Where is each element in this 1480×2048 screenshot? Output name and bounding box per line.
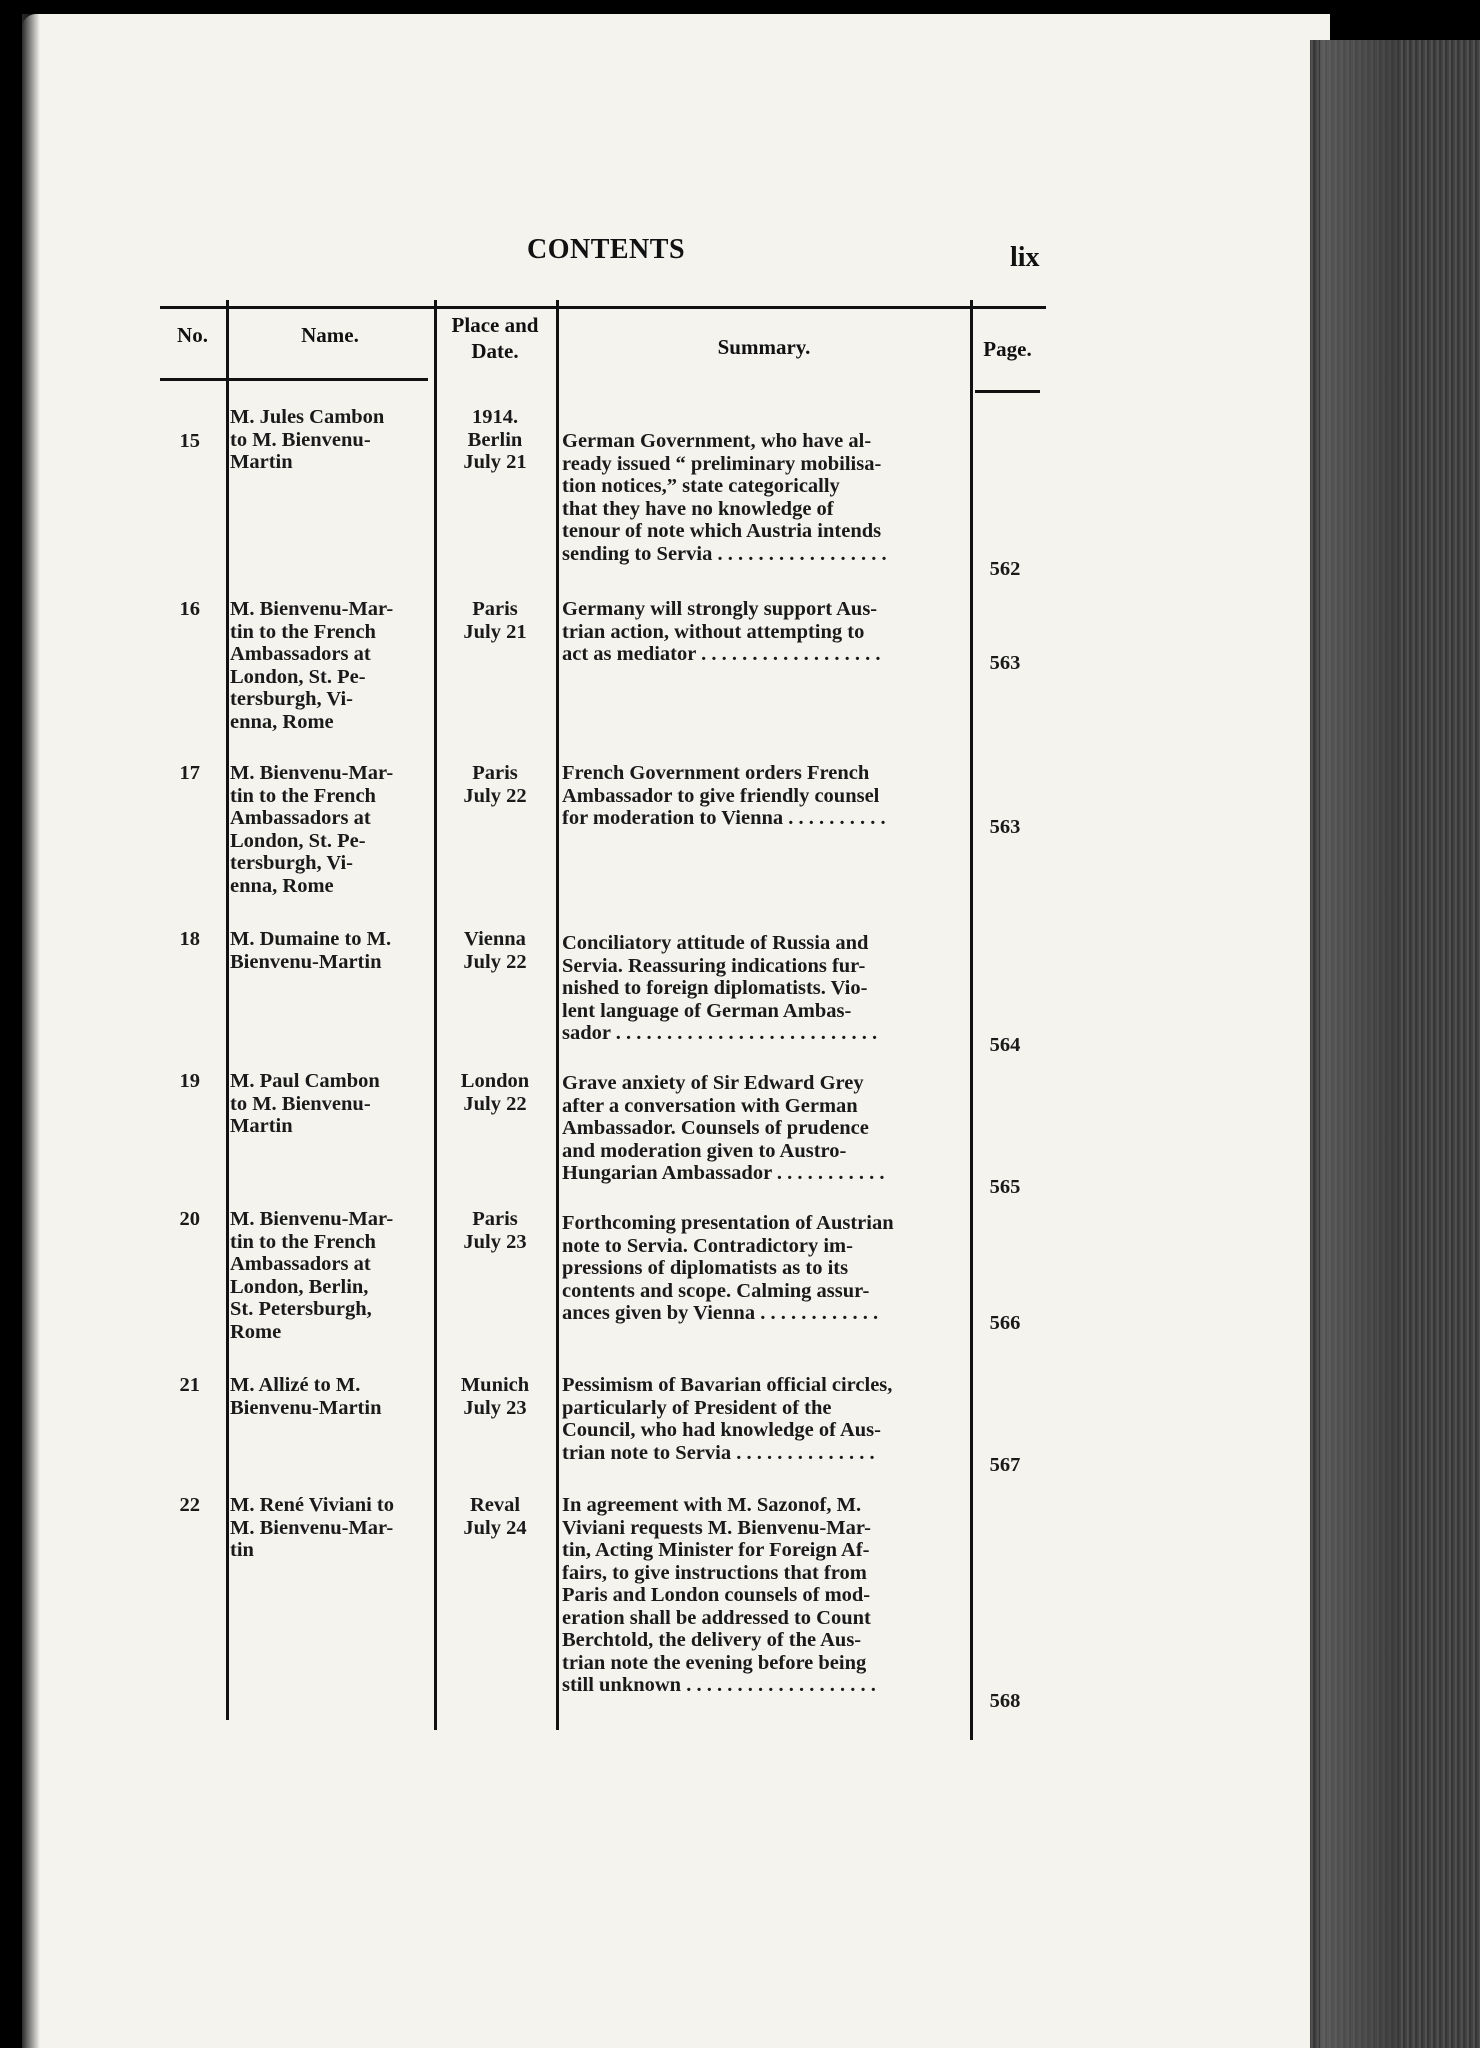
row-summary-line: sador . . . . . . . . . . . . . . . . . . . . . . . . . . xyxy=(562,1022,878,1044)
row-name-line: tin to the French xyxy=(230,1230,376,1253)
row-name-line: M. Bienvenu-Mar- xyxy=(230,762,394,784)
row-name-line: Ambassadors at xyxy=(230,807,371,829)
header-rule-page xyxy=(975,390,1040,393)
row-summary-line: Grave anxiety of Sir Edward Grey xyxy=(562,1072,864,1094)
row-place-date-line: Vienna xyxy=(464,928,526,950)
row-summary-line: tin, Acting Minister for Foreign Af- xyxy=(562,1539,870,1561)
row-summary-line: and moderation given to Austro- xyxy=(562,1139,847,1162)
row-place-date xyxy=(445,598,545,643)
row-name xyxy=(230,1070,426,1138)
row-place-date-line: Munich xyxy=(460,1374,530,1396)
row-name xyxy=(230,1494,426,1562)
row-name-line: to M. Bienvenu- xyxy=(230,428,371,451)
row-place-date-line: July 22 xyxy=(463,1092,527,1115)
row-name-line: Ambassadors at xyxy=(230,1253,371,1275)
row-summary-line: fairs, to give instructions that from xyxy=(562,1561,867,1584)
row-summary-line: German Government, who have al- xyxy=(562,430,872,452)
row-page: 566 xyxy=(989,1312,1021,1334)
row-summary-line: for moderation to Vienna . . . . . . . . . . xyxy=(562,807,886,829)
row-name xyxy=(230,598,426,733)
row-name xyxy=(230,928,426,973)
column-header-name: Name. xyxy=(301,323,359,347)
row-page: 562 xyxy=(989,558,1021,580)
row-summary-line: nished to foreign diplomatists. Vio- xyxy=(562,977,868,999)
row-name-line: M. Paul Cambon xyxy=(230,1070,380,1092)
table-top-rule xyxy=(160,306,1046,309)
row-summary xyxy=(562,1072,968,1185)
row-summary-line: Council, who had knowledge of Aus- xyxy=(562,1419,881,1441)
row-summary xyxy=(562,430,968,565)
row-name xyxy=(230,406,426,474)
running-head-title: CONTENTS xyxy=(526,234,686,265)
row-name-line: tersburgh, Vi- xyxy=(230,688,353,710)
row-place-date-line: Paris xyxy=(472,598,518,620)
row-summary-line: contents and scope. Calming assur- xyxy=(562,1279,870,1302)
row-name-line: London, Berlin, xyxy=(230,1275,369,1298)
row-place-date-line: Berlin xyxy=(467,428,523,451)
row-number: 18 xyxy=(179,928,200,950)
row-page: 565 xyxy=(989,1176,1021,1198)
page-number: lix xyxy=(1010,242,1040,273)
row-place-date-line: July 21 xyxy=(463,620,527,643)
row-summary-line: Paris and London counsels of mod- xyxy=(562,1584,871,1606)
row-name-line: to M. Bienvenu- xyxy=(230,1092,371,1115)
row-summary-line: ready issued “ preliminary mobilisa- xyxy=(562,452,882,475)
column-header-place: Place and Date. xyxy=(451,313,539,363)
row-place-date-line: July 24 xyxy=(463,1516,527,1539)
row-summary-line: Berchtold, the delivery of the Aus- xyxy=(562,1629,862,1651)
column-header-summary: Summary. xyxy=(717,335,811,359)
row-place-date-line: 1914. xyxy=(471,406,519,428)
row-name-line: Bienvenu-Martin xyxy=(230,1396,382,1419)
row-summary-line: Pessimism of Bavarian official circles, xyxy=(562,1374,893,1396)
row-summary xyxy=(562,1374,968,1464)
row-name-line: Martin xyxy=(230,1115,293,1137)
row-summary-line: sending to Servia . . . . . . . . . . . . . . . . . xyxy=(562,542,887,565)
row-name-line: M. Allizé to M. xyxy=(230,1374,361,1396)
row-summary-line: particularly of President of the xyxy=(562,1396,832,1419)
row-number: 19 xyxy=(179,1070,200,1092)
row-number: 15 xyxy=(179,430,200,452)
row-place-date-line: July 23 xyxy=(463,1396,527,1419)
row-summary-line: ances given by Vienna . . . . . . . . . . . . xyxy=(562,1302,879,1324)
row-name xyxy=(230,1374,426,1419)
column-divider-2 xyxy=(434,300,437,1730)
row-name-line: tin to the French xyxy=(230,784,376,807)
row-summary-line: In agreement with M. Sazonof, M. xyxy=(562,1494,862,1516)
row-summary-line: Conciliatory attitude of Russia and xyxy=(562,932,869,954)
row-summary-line: Forthcoming presentation of Austrian xyxy=(562,1212,894,1234)
row-name-line: M. René Viviani to xyxy=(230,1494,394,1516)
row-name xyxy=(230,762,426,897)
row-place-date-line: Paris xyxy=(472,762,518,784)
row-summary-line: tenour of note which Austria intends xyxy=(562,520,882,542)
row-place-date-line: Paris xyxy=(472,1208,518,1230)
row-name-line: Bienvenu-Martin xyxy=(230,950,382,973)
row-number: 20 xyxy=(179,1208,200,1230)
row-name-line: enna, Rome xyxy=(230,710,334,733)
row-page: 563 xyxy=(989,652,1021,674)
row-page: 568 xyxy=(989,1690,1021,1712)
row-place-date xyxy=(445,1070,545,1115)
row-summary-line: note to Servia. Contradictory im- xyxy=(562,1234,853,1257)
row-name-line: tersburgh, Vi- xyxy=(230,852,353,874)
row-summary xyxy=(562,598,968,666)
row-summary-line: French Government orders French xyxy=(562,762,870,784)
row-number: 22 xyxy=(179,1494,200,1516)
row-number: 21 xyxy=(179,1374,200,1396)
row-summary xyxy=(562,1494,968,1697)
row-summary-line: act as mediator . . . . . . . . . . . . . . . . . . xyxy=(562,643,881,665)
row-name-line: enna, Rome xyxy=(230,874,334,897)
row-name-line: tin xyxy=(230,1539,254,1561)
column-header-no: No. xyxy=(177,323,208,347)
row-number: 16 xyxy=(179,598,200,620)
row-summary-line: after a conversation with German xyxy=(562,1094,858,1117)
header-rule-left xyxy=(160,378,428,381)
row-summary-line: trian note the evening before being xyxy=(562,1651,867,1674)
row-summary-line: Servia. Reassuring indications fur- xyxy=(562,954,866,977)
column-divider-1 xyxy=(226,300,229,1720)
row-name-line: St. Petersburgh, xyxy=(230,1298,372,1320)
row-page: 563 xyxy=(989,816,1021,838)
row-name xyxy=(230,1208,426,1343)
row-summary-line: Ambassador to give friendly counsel xyxy=(562,784,880,807)
row-place-date-line: Reval xyxy=(469,1494,521,1516)
row-name-line: tin to the French xyxy=(230,620,376,643)
row-place-date xyxy=(445,406,545,474)
row-name-line: M. Bienvenu-Mar- xyxy=(230,598,394,620)
row-summary-line: eration shall be addressed to Count xyxy=(562,1606,871,1629)
row-place-date-line: July 22 xyxy=(463,784,527,807)
row-summary-line: Germany will strongly support Aus- xyxy=(562,598,878,620)
row-summary-line: Hungarian Ambassador . . . . . . . . . . . xyxy=(562,1162,885,1184)
row-name-line: M. Dumaine to M. xyxy=(230,928,392,950)
row-summary-line: trian note to Servia . . . . . . . . . . . . . . xyxy=(562,1441,875,1464)
book-edge-shade xyxy=(1320,40,1400,2048)
row-number: 17 xyxy=(179,762,200,784)
row-summary xyxy=(562,1212,968,1325)
page-gutter-shadow xyxy=(22,14,40,2048)
row-place-date xyxy=(445,1208,545,1253)
row-place-date-line: July 23 xyxy=(463,1230,527,1253)
row-name-line: M. Bienvenu-Mar- xyxy=(230,1208,394,1230)
row-page: 564 xyxy=(989,1034,1021,1056)
column-divider-4 xyxy=(970,300,973,1740)
row-place-date-line: July 21 xyxy=(463,451,527,473)
row-page: 567 xyxy=(989,1454,1021,1476)
row-place-date-line: London xyxy=(460,1070,530,1092)
row-summary-line: pressions of diplomatists as to its xyxy=(562,1257,849,1279)
row-name-line: M. Bienvenu-Mar- xyxy=(230,1516,394,1539)
row-name-line: Martin xyxy=(230,451,293,473)
row-summary-line: Viviani requests M. Bienvenu-Mar- xyxy=(562,1516,872,1539)
row-summary-line: Ambassador. Counsels of prudence xyxy=(562,1117,869,1139)
row-place-date-line: July 22 xyxy=(463,950,527,973)
row-name-line: Rome xyxy=(230,1320,282,1343)
row-name-line: London, St. Pe- xyxy=(230,829,366,852)
row-place-date xyxy=(445,762,545,807)
row-place-date xyxy=(445,1494,545,1539)
column-header-page: Page. xyxy=(983,337,1032,361)
row-summary-line: lent language of German Ambas- xyxy=(562,999,852,1022)
row-summary xyxy=(562,762,968,830)
row-summary-line: tion notices,” state categorically xyxy=(562,475,840,497)
row-name-line: London, St. Pe- xyxy=(230,665,366,688)
row-summary xyxy=(562,932,968,1045)
row-place-date xyxy=(445,1374,545,1419)
row-summary-line: still unknown . . . . . . . . . . . . . . . . . . . xyxy=(562,1674,876,1696)
row-summary-line: that they have no knowledge of xyxy=(562,497,834,520)
row-summary-line: trian action, without attempting to xyxy=(562,620,865,643)
row-name-line: M. Jules Cambon xyxy=(230,406,385,428)
row-place-date xyxy=(445,928,545,973)
row-name-line: Ambassadors at xyxy=(230,643,371,665)
column-divider-3 xyxy=(556,300,559,1730)
